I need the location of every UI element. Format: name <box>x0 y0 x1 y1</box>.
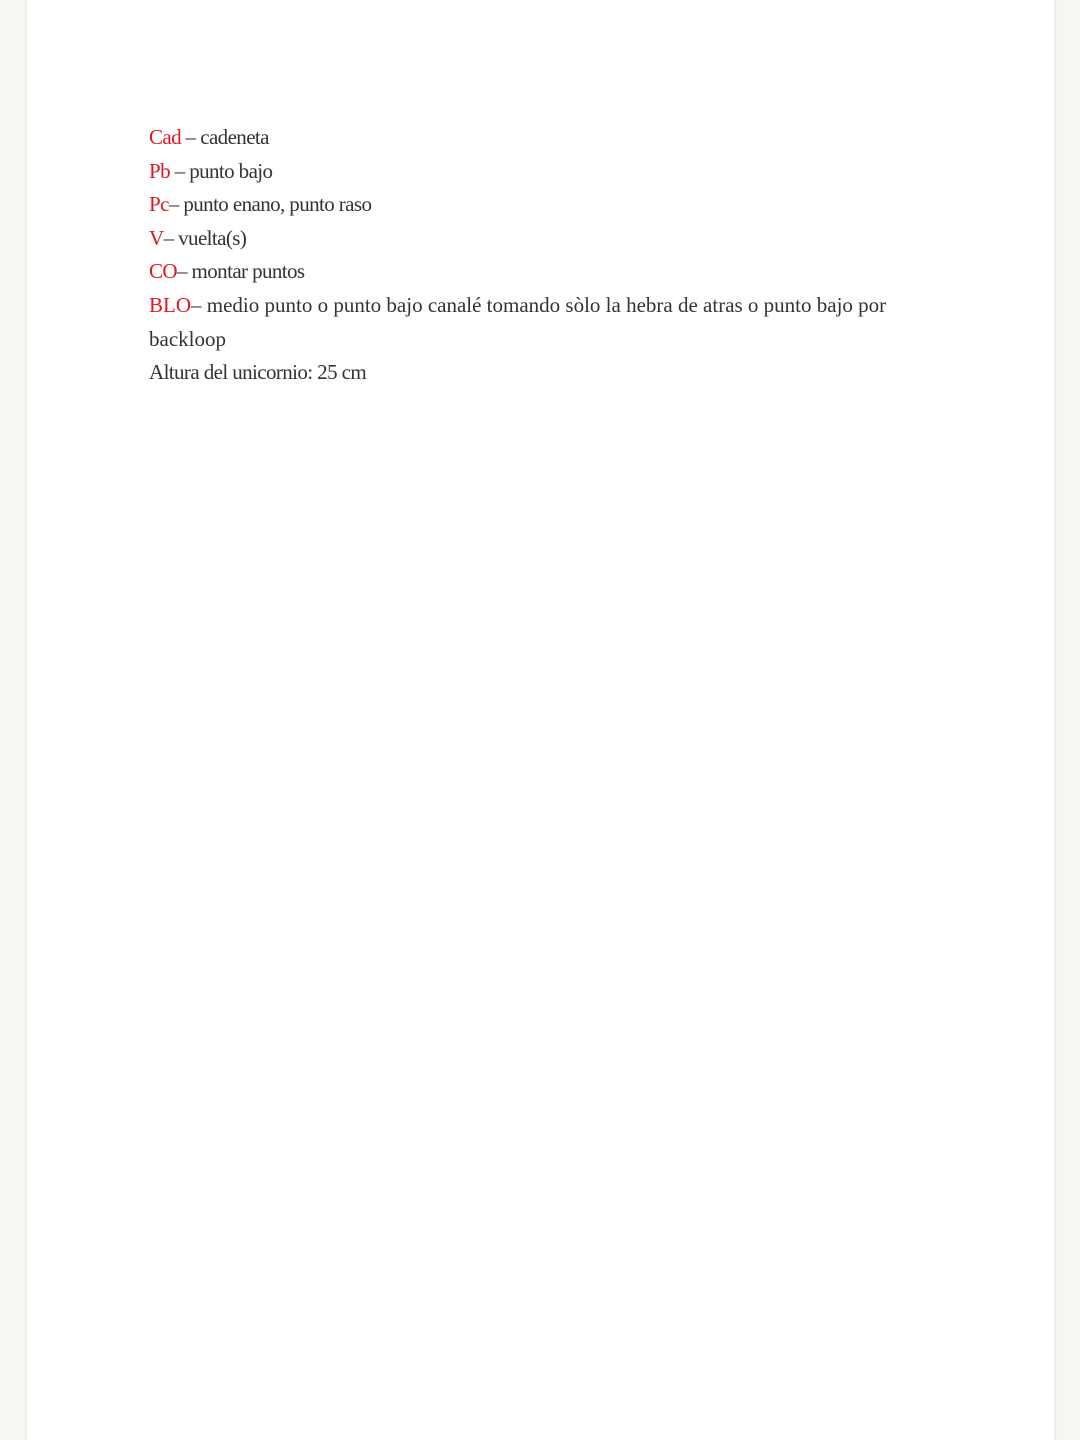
abbreviation: Pc <box>149 192 169 217</box>
definition: vuelta(s) <box>178 225 247 250</box>
abbreviation: V <box>149 225 164 250</box>
separator: – <box>191 292 207 317</box>
abbreviation: Pb <box>149 158 170 183</box>
abbreviation: BLO <box>149 292 191 317</box>
definition: montar puntos <box>191 259 305 284</box>
definition: medio punto o punto bajo canalé tomando sòlo la hebra de atras o punto bajo por backloop <box>149 292 887 351</box>
separator: – <box>169 158 190 183</box>
definition: cadeneta <box>200 125 269 149</box>
unicorn-height-note: Altura del unicornio: 25 cm <box>149 360 367 385</box>
glossary-item-blo <box>149 289 909 356</box>
abbreviation: Cad <box>149 125 182 149</box>
separator: – <box>163 225 179 250</box>
definition: punto enano, punto raso <box>183 192 372 217</box>
glossary-item-v <box>149 222 909 256</box>
abbreviation: CO <box>149 259 177 284</box>
separator: – <box>168 192 184 217</box>
separator: – <box>181 125 201 149</box>
glossary-item-cad <box>149 121 909 155</box>
document-page <box>26 0 1055 1440</box>
separator: – <box>176 259 192 284</box>
abbreviation-glossary <box>149 121 909 390</box>
definition: punto bajo <box>189 158 273 183</box>
glossary-item-pc <box>149 188 909 222</box>
glossary-item-pb <box>149 155 909 189</box>
glossary-item-co <box>149 255 909 289</box>
